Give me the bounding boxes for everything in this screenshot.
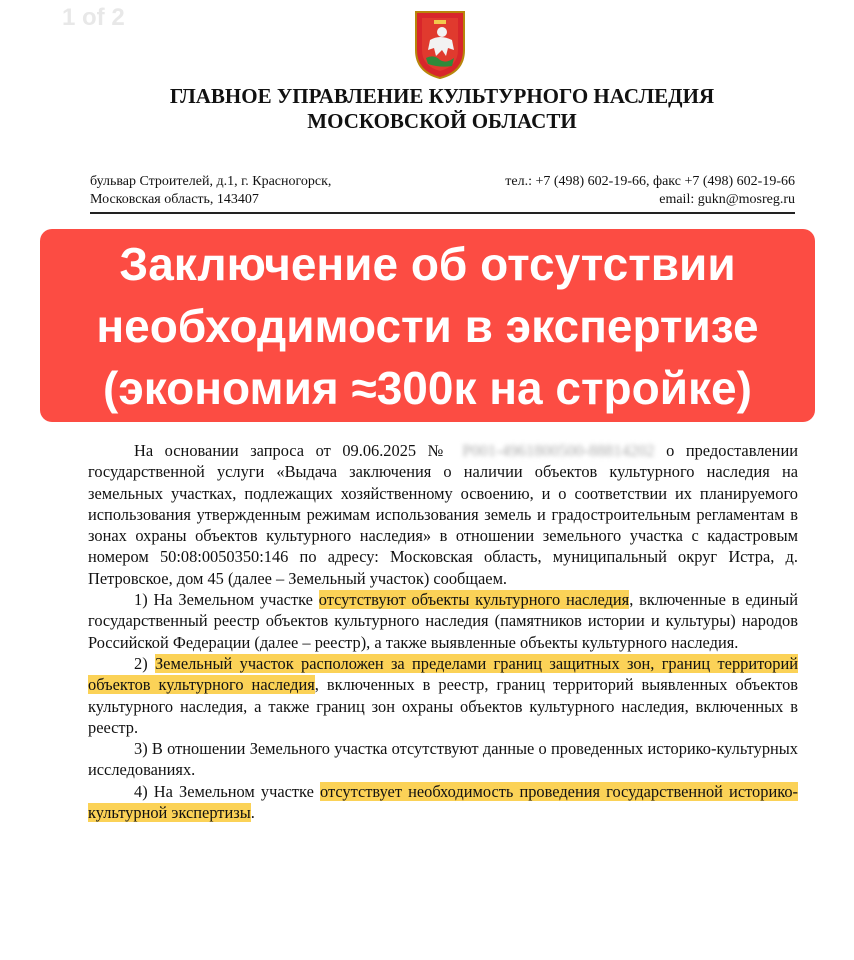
email: email: gukn@mosreg.ru [659, 192, 795, 207]
address-line2: Московская область, 143407 [90, 192, 259, 207]
item-4-highlight: отсутствует необходимость проведения государственной историко-культурной экспертизы [88, 781, 798, 823]
address-block [90, 173, 331, 209]
item-1-highlight: отсутствуют объекты культурного наследия [318, 590, 630, 610]
item-1-text-rest: , включенные в единый государственный реестр объектов культурного наследия (памятников истории и культуры) народов Российской Федерации (далее – реестр), а также выявленные объекты культурного наследия. [88, 590, 798, 652]
banner-text: Заключение об отсутствии необходимости в экспертизе (экономия ≈300к на стройке) [96, 237, 759, 414]
intro-paragraph [88, 440, 798, 589]
intro-prefix: На основании запроса от 09.06.2025 № [134, 441, 451, 460]
item-2-text: 2) [134, 653, 155, 673]
item-2-highlight: Земельный участок расположен за пределами границ защитных зон, границ территорий объектов культурного наследия [88, 653, 798, 695]
header-divider [90, 212, 795, 214]
item-2-text-rest: , включенных в реестр, границ территорий выявленных объектов культурного наследия, а также границ зон охраны объектов культурного наследия, включенных в реестр. [88, 675, 799, 737]
item-3: 3) В отношении Земельного участка отсутствуют данные о проведенных историко-культурных исследованиях. [88, 739, 798, 780]
item-4-text: 4) На Земельном участке [134, 781, 320, 801]
organization-title-line1: ГЛАВНОЕ УПРАВЛЕНИЕ КУЛЬТУРНОГО НАСЛЕДИЯ [169, 84, 715, 108]
item-4-text-rest: . [250, 803, 255, 823]
phone-fax: тел.: +7 (498) 602-19-66, факс +7 (498) 602-19-66 [505, 174, 795, 189]
organization-title [0, 84, 854, 134]
organization-title-line2: МОСКОВСКОЙ ОБЛАСТИ [307, 109, 577, 133]
item-4 [88, 781, 798, 824]
page-indicator: 1 of 2 [62, 4, 125, 31]
address-line1: бульвар Строителей, д.1, г. Красногорск, [90, 174, 332, 189]
item-1-text: 1) На Земельном участке [134, 590, 319, 610]
request-number-redacted: Р001-4961800500-88814202 [462, 441, 655, 460]
overlay-banner [40, 229, 815, 422]
moscow-oblast-coat-of-arms-icon [412, 10, 468, 80]
intro-rest: о предоставлении государственной услуги «Выдача заключения о наличии объектов культурного наследия на земельных участках, подлежащих хозяйственному освоению, и о соответствии их планируемого использования утвержденным режимам использования земель и градостроительным регламентам в зонах охраны объектов культурного наследия» в отношении земельного участка с кадастровым номером 50:08:0050350:146 по адресу: Московская область, муниципальный округ Истра, д. Петровское, дом 45 (далее – Земельный участок) сообщаем. [88, 441, 798, 588]
phone-email-block [505, 173, 795, 209]
document-body [88, 440, 798, 823]
item-1 [88, 589, 798, 653]
item-2 [88, 653, 798, 738]
